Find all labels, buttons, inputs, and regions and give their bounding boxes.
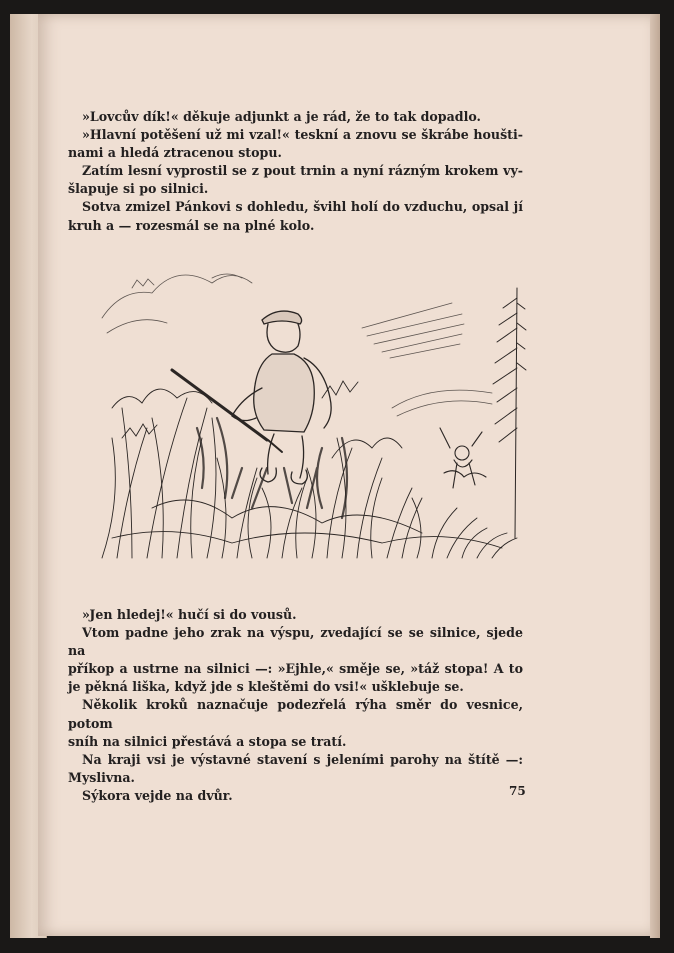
text-line: Sýkora vejde na dvůr. bbox=[82, 787, 233, 803]
text-line: Na kraji vsi je výstavné stavení s jeleními parohy na štítě —: bbox=[82, 751, 523, 767]
page-number: 75 bbox=[509, 784, 526, 798]
text-line: příkop a ustrne na silnici —: »Ejhle,« směje se, »táž stopa! A to bbox=[68, 661, 523, 677]
text-line: Myslivna. bbox=[68, 769, 135, 785]
text-line: »Hlavní potěšení už mi vzal!« teskní a znovu se škrábe houšti- bbox=[82, 127, 523, 143]
text-line: »Jen hledej!« hučí si do vousů. bbox=[82, 607, 297, 622]
text-line: Několik kroků naznačuje podezřelá rýha směr do vesnice, potom bbox=[68, 697, 523, 731]
text-line: Sotva zmizel Pánkovi s dohledu, švihl holí do vzduchu, opsal jí bbox=[82, 199, 523, 215]
text-line: Zatím lesní vyprostil se z pout trnin a nyní rázným krokem vy- bbox=[82, 163, 523, 179]
paragraph bbox=[68, 126, 523, 162]
paragraph bbox=[68, 787, 523, 805]
text-line: Vtom padne jeho zrak na výspu, zvedající se se silnice, sjede na bbox=[68, 625, 523, 659]
text-line: je pěkná liška, když jde s kleštěmi do vsi!« ušklebuje se. bbox=[68, 679, 464, 695]
paragraph bbox=[68, 198, 523, 234]
text-line: »Lovcův dík!« děkuje adjunkt a je rád, že to tak dopadlo. bbox=[82, 109, 481, 124]
top-text-block bbox=[68, 108, 523, 235]
paragraph bbox=[68, 696, 523, 750]
text-line: nami a hledá ztracenou stopu. bbox=[68, 145, 282, 161]
paragraph bbox=[68, 162, 523, 198]
paragraph bbox=[68, 108, 523, 126]
paragraph bbox=[68, 624, 523, 696]
page-edge bbox=[650, 14, 660, 938]
text-line: sníh na silnici přestává a stopa se tratí. bbox=[68, 733, 347, 749]
paragraph bbox=[68, 606, 523, 624]
paragraph bbox=[68, 751, 523, 787]
text-line: kruh a — rozesmál se na plné kolo. bbox=[68, 217, 315, 233]
forester-in-bushes-illustration bbox=[92, 258, 532, 576]
bottom-text-block bbox=[68, 606, 523, 805]
text-line: šlapuje si po silnici. bbox=[68, 181, 209, 197]
